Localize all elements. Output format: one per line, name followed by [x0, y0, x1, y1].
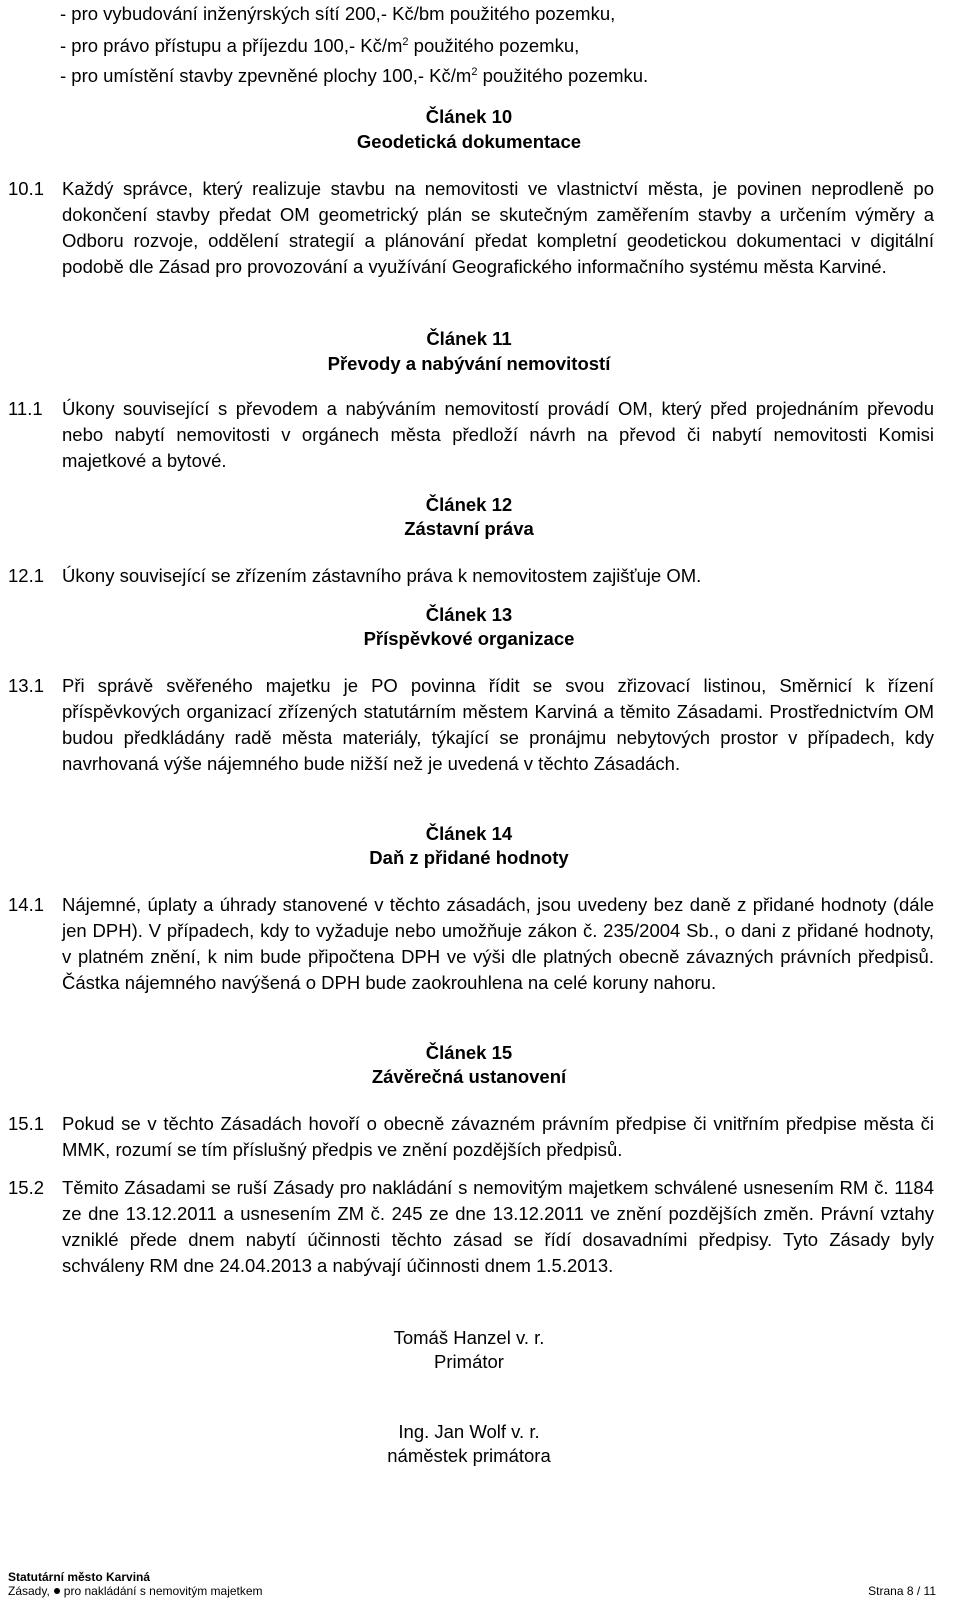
bullet-line: - pro právo přístupu a příjezdu 100,- $Kč/m^2$ použitého pozemku, — [60, 35, 580, 56]
article-title: Článek 15 — [425, 1042, 513, 1063]
article-title: Článek 13 — [425, 604, 513, 625]
bullet-dot-icon — [54, 1588, 60, 1594]
paragraph-number: 10.1 — [8, 178, 45, 199]
article-subtitle: Daň z přidané hodnoty — [369, 847, 569, 868]
article-subtitle: Zástavní práva — [404, 518, 534, 539]
signature-name: Tomáš Hanzel v. r. — [393, 1327, 545, 1348]
footer-doc-left: Zásady, — [8, 1584, 50, 1598]
paragraph-number: 12.1 — [8, 565, 45, 586]
article-subtitle: Geodetická dokumentace — [356, 131, 582, 152]
article-title: Článek 10 — [425, 106, 513, 127]
article-subtitle: Převody a nabývání nemovitostí — [327, 353, 611, 374]
paragraph-number: 13.1 — [8, 675, 45, 696]
paragraph-number: 11.1 — [8, 398, 43, 419]
paragraph-text: Při správě svěřeného majetku je PO povinna řídit se svou zřizovací listinou, Směrnicí k řízení příspěvkových organizací zřízených statutárním městem Karviná a těmito Zásadami. Prostřednictvím OM budou předkládány radě města materiály, týkající se pronájmu nebytových prostor v případech, kdy navrhovaná výše nájemného bude nižší než je uvedená v těchto Zásadách. — [62, 675, 934, 774]
article-subtitle: Příspěvkové organizace — [363, 628, 575, 649]
article-title: Článek 11 — [426, 328, 512, 349]
signature-role: Primátor — [434, 1351, 504, 1372]
bullet-line: - pro vybudování inženýrských sítí 200,- Kč/bm použitého pozemku, — [60, 3, 616, 24]
footer-page-number: Strana 8 / 11 — [868, 1584, 936, 1598]
paragraph-text: Každý správce, který realizuje stavbu na nemovitosti ve vlastnictví města, je povinen neprodleně po dokončení stavby předat OM geometrický plán se skutečným zaměřením stavby a určením výměry a Odboru rozvoje, oddělení strategií a plánování předat kompletní geodetickou dokumentaci v digitální podobě dle Zásad pro provozování a využívání Geografického informačního systému města Karviné. — [62, 178, 934, 277]
article-title: Článek 12 — [425, 494, 513, 515]
signature-role: náměstek primátora — [387, 1445, 551, 1466]
paragraph-number: 14.1 — [8, 894, 45, 915]
paragraph-text: Těmito Zásadami se ruší Zásady pro nakládání s nemovitým majetkem schválené usnesením RM č. 1184 ze dne 13.12.2011 a usnesením ZM č. 245 ze dne 13.12.2011 ve znění pozdějších změn. Právní vztahy vzniklé přede dnem nabytí účinnosti těchto zásad se řídí dosavadními předpisy. Tyto Zásady byly schváleny RM dne 24.04.2013 a nabývají účinnosti dnem 1.5.2013. — [62, 1177, 934, 1276]
paragraph-number: 15.1 — [8, 1113, 45, 1134]
footer-doc-right: pro nakládání s nemovitým majetkem — [63, 1584, 263, 1598]
paragraph-text: Úkony související s převodem a nabýváním nemovitostí provádí OM, který před projednáním převodu nebo nabytí nemovitosti v orgánech města předloží návrh na převod či nabytí nemovitosti Komisi majetkové a bytové. — [62, 398, 934, 471]
article-title: Článek 14 — [425, 823, 513, 844]
paragraph-text: Pokud se v těchto Zásadách hovoří o obecně závazném právním předpise či vnitřním předpise města či MMK, rozumí se tím příslušný předpis ve znění pozdějších předpisů. — [62, 1113, 934, 1160]
paragraph-text: Úkony související se zřízením zástavního práva k nemovitostem zajišťuje OM. — [62, 565, 702, 586]
signature-name: Ing. Jan Wolf v. r. — [398, 1421, 540, 1442]
page-footer — [8, 1570, 936, 1598]
footer-organization: Statutární město Karviná — [8, 1570, 151, 1584]
paragraph-number: 15.2 — [8, 1177, 45, 1198]
paragraph-text: Nájemné, úplaty a úhrady stanovené v těchto zásadách, jsou uvedeny bez daně z přidané hodnoty (dále jen DPH). V případech, kdy to vyžaduje nebo umožňuje zákon č. 235/2004 Sb., o dani z přidané hodnoty, v platném znění, k nim bude připočtena DPH ve výši dle platných obecně závazných právních předpisů. Částka nájemného navýšená o DPH bude zaokrouhlena na celé koruny nahoru. — [62, 894, 934, 993]
article-subtitle: Závěrečná ustanovení — [371, 1066, 567, 1087]
bullet-line: - pro umístění stavby zpevněné plochy 100,- $Kč/m^2$ použitého pozemku. — [60, 65, 649, 86]
